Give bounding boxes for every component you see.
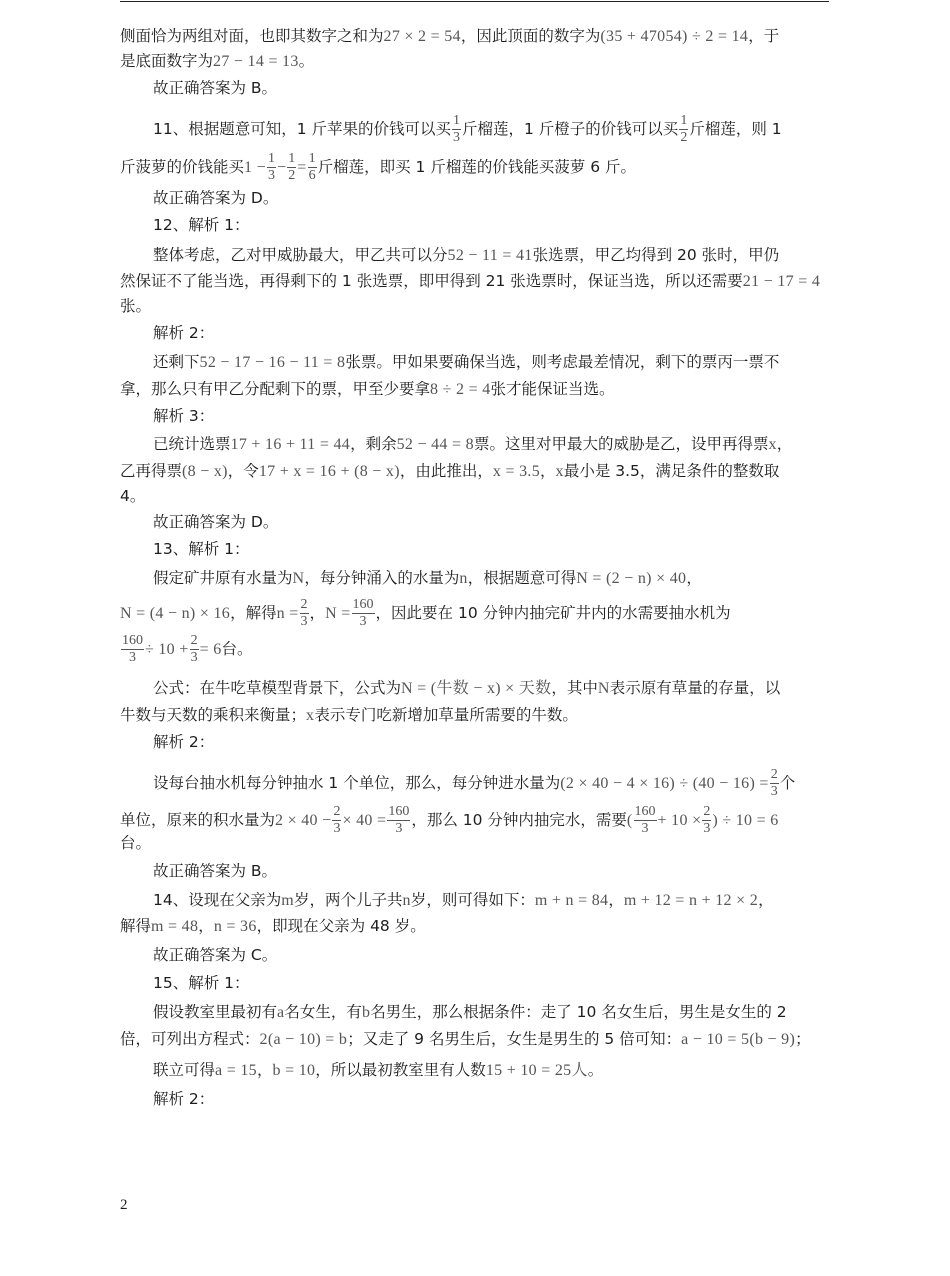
text-line: 张。 (120, 297, 152, 315)
text-line: 然保证不了能当选，再得剩下的 1 张选票，即甲得到 21 张选票时，保证当选，所以还需要21 − 17 = 4 (120, 272, 821, 290)
question-15-heading: 15、解析 1： (153, 974, 250, 992)
fraction: $\frac{1}{3}$ (453, 113, 461, 145)
text-line: 公式：在牛吃草模型背景下，公式为N = (牛数 − x) × 天数，其中N表示原有草量的存量，以 (153, 679, 781, 697)
text-line: 4。 (120, 487, 146, 505)
math-expression: 21 − 17 = 4 (742, 273, 821, 290)
fraction: $\frac{2}{3}$ (770, 767, 778, 799)
solution-heading: 解析 2： (153, 733, 215, 751)
math-expression: 52 − 11 = 41 (447, 247, 533, 264)
page-number: 2 (120, 1197, 128, 1213)
fraction: $\frac{1}{2}$ (680, 113, 688, 145)
question-11-line: 11、根据题意可知，1 斤苹果的价钱可以买 $\frac{1}{3}$ 斤榴莲，1 斤橙子的价钱可以买 $\frac{1}{2}$ 斤榴莲，则 1 (153, 113, 782, 145)
text-line: 还剩下52 − 17 − 16 − 11 = 8张票。甲如果要确保当选，则考虑最差情况，剩下的票丙一票不 (153, 353, 780, 371)
math-expression: 8 ÷ 2 = 4 (430, 381, 491, 398)
fraction: $\frac{160}{3}$ (352, 597, 374, 629)
solution-heading: 解析 2： (153, 1090, 215, 1108)
text-line: 倍，可列出方程式：2(a − 10) = b；又走了 9 名男生后，女生是男生的 5 倍可知：a − 10 = 5(b − 9)； (120, 1030, 811, 1048)
answer-line: 故正确答案为 D。 (153, 513, 279, 531)
text-line: 已统计选票17 + 16 + 11 = 44，剩余52 − 44 = 8票。这里对甲最大的威胁是乙，设甲再得票x， (153, 435, 793, 453)
math-expression: 52 − 17 − 16 − 11 = 8 (199, 354, 346, 371)
answer-line: 故正确答案为 C。 (153, 946, 278, 964)
text-line: 设每台抽水机每分钟抽水 1 个单位，那么，每分钟进水量为(2 × 40 − 4 × 16) ÷ (40 − 16) = $\frac{2}{3}$ 个 (153, 767, 796, 799)
text-line: 侧面恰为两组对面，也即其数字之和为27 × 2 = 54，因此顶面的数字为(35 + 47054) ÷ 2 = 14，于 (120, 27, 780, 45)
answer-line: 故正确答案为 B。 (153, 79, 278, 97)
question-13-heading: 13、解析 1： (153, 540, 250, 558)
text-line: 假设教室里最初有a名女生，有b名男生，那么根据条件：走了 10 名女生后，男生是女生的 2 (153, 1003, 787, 1021)
text-line: $\frac{160}{3}$ ÷ 10 + $\frac{2}{3}$ = 6台。 (122, 633, 253, 665)
math-expression: (35 + 47054) ÷ 2 = 14 (600, 28, 749, 45)
text-line: 拿，那么只有甲乙分配剩下的票，甲至少要拿8 ÷ 2 = 4张才能保证当选。 (120, 380, 615, 398)
fraction: $\frac{2}{3}$ (190, 633, 198, 665)
fraction: $\frac{160}{3}$ (634, 804, 656, 836)
text-line: N = (4 − n) × 16，解得n = $\frac{2}{3}$ ，N = $\frac{160}{3}$ ，因此要在 10 分钟内抽完矿井内的水需要抽水机为 (120, 597, 731, 629)
text-line: 解得m = 48，n = 36，即现在父亲为 48 岁。 (120, 917, 426, 935)
math-expression: 27 × 2 = 54 (383, 28, 461, 45)
solution-heading: 解析 2： (153, 324, 215, 342)
text-line: 台。 (120, 834, 152, 852)
text-line: 是底面数字为27 − 14 = 13。 (120, 52, 315, 70)
fraction: $\frac{1}{6}$ (308, 151, 316, 183)
fraction: $\frac{1}{3}$ (267, 151, 275, 183)
text-line: 联立可得a = 15，b = 10，所以最初教室里有人数15 + 10 = 25人。 (153, 1061, 604, 1079)
text-line: 斤菠萝的价钱能买1 − $\frac{1}{3}$ − $\frac{1}{2}$ = $\frac{1}{6}$ 斤榴莲，即买 1 斤榴莲的价钱能买菠萝 6 斤。 (120, 151, 637, 183)
fraction: $\frac{1}{2}$ (288, 151, 296, 183)
question-14-line: 14、设现在父亲为m岁，两个儿子共n岁，则可得如下：m + n = 84，m + 12 = n + 12 × 2， (153, 891, 774, 909)
fraction: $\frac{160}{3}$ (122, 633, 143, 665)
question-12-heading: 12、解析 1： (153, 216, 250, 234)
math-expression: 27 − 14 = 13 (213, 53, 299, 70)
text-line: 单位，原来的积水量为2 × 40 − $\frac{2}{3}$ × 40 = $\frac{160}{3}$ ，那么 10 分钟内抽完水，需要( $\frac{160}{3}$ + 10 × $\frac{2}{3}$ ) ÷ 10 = 6 (120, 804, 779, 836)
fraction: $\frac{160}{3}$ (388, 804, 410, 836)
answer-line: 故正确答案为 B。 (153, 862, 278, 880)
text-line: 整体考虑，乙对甲威胁最大，甲乙共可以分52 − 11 = 41张选票，甲乙均得到 20 张时，甲仍 (153, 246, 780, 264)
fraction: $\frac{2}{3}$ (300, 597, 308, 629)
header-rule (120, 1, 829, 2)
fraction: $\frac{2}{3}$ (703, 804, 711, 836)
text-line: 乙再得票(8 − x)，令17 + x = 16 + (8 − x)，由此推出，x = 3.5，x最小是 3.5，满足条件的整数取 (120, 462, 780, 480)
answer-line: 故正确答案为 D。 (153, 189, 279, 207)
text-line: 假定矿井原有水量为N，每分钟涌入的水量为n，根据题意可得N = (2 − n) × 40， (153, 569, 702, 587)
fraction: $\frac{2}{3}$ (333, 804, 341, 836)
solution-heading: 解析 3： (153, 407, 215, 425)
text-line: 牛数与天数的乘积来衡量；x表示专门吃新增加草量所需要的牛数。 (120, 706, 578, 724)
